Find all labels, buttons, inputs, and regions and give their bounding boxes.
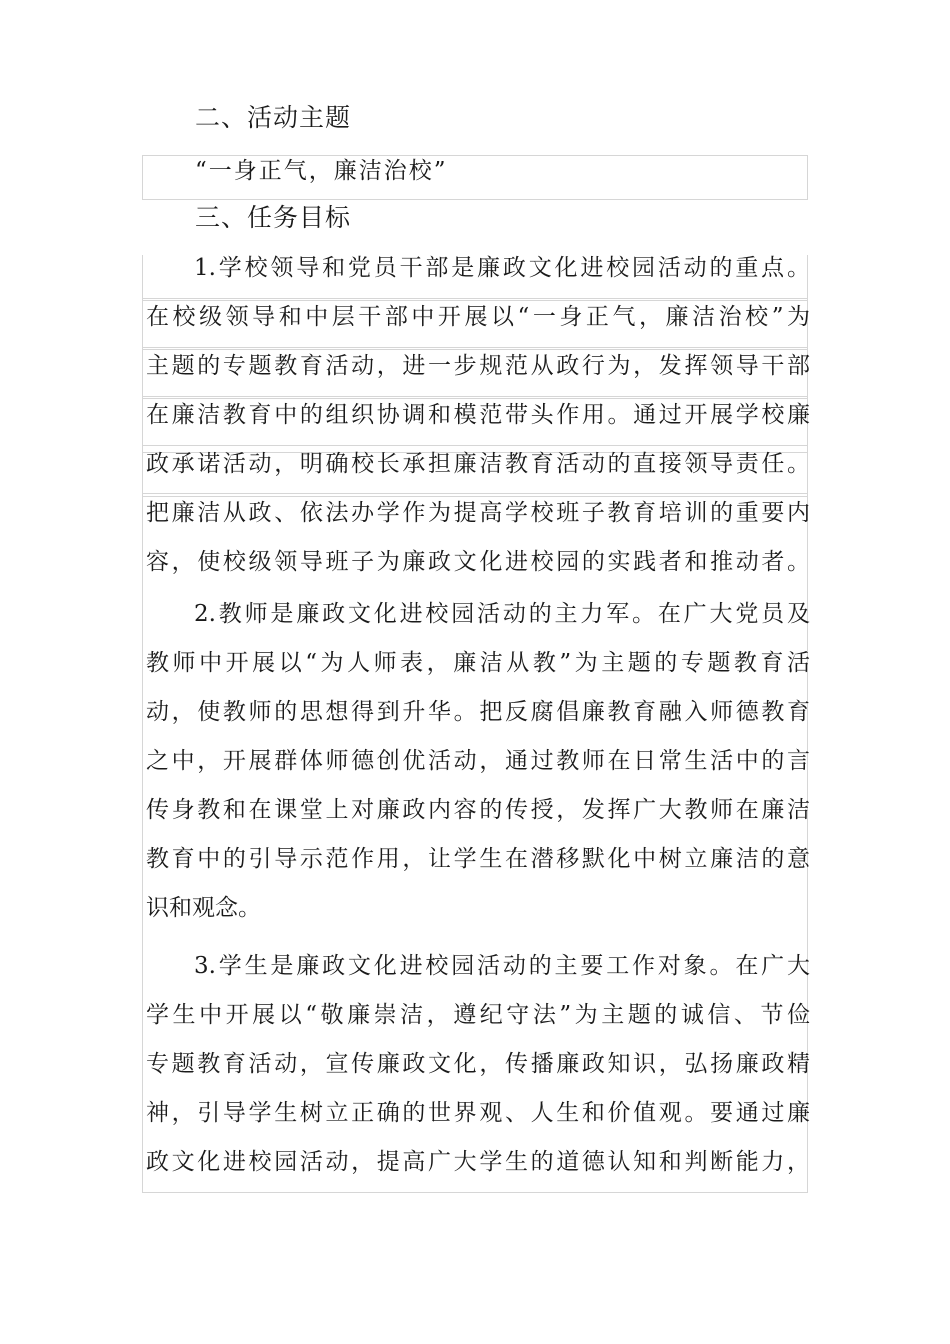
section-heading-activity-theme: 二、活动主题 (195, 103, 352, 132)
paragraph-line: 主题的专题教育活动，进一步规范从政行为，发挥领导干部 (146, 353, 810, 379)
paragraph-line: 传身教和在课堂上对廉政内容的传授，发挥广大教师在廉洁 (146, 797, 810, 823)
paragraph-line: 2.教师是廉政文化进校园活动的主力军。在广大党员及 (194, 601, 810, 627)
paragraph-line: 教师中开展以“为人师表，廉洁从教”为主题的专题教育活 (146, 650, 810, 676)
paragraph-line: 教育中的引导示范作用，让学生在潜移默化中树立廉洁的意 (146, 846, 810, 872)
paragraph-line: 专题教育活动，宣传廉政文化，传播廉政知识，弘扬廉政精 (146, 1051, 810, 1077)
paragraph-1 (146, 244, 810, 587)
paragraph-line: 3.学生是廉政文化进校园活动的主要工作对象。在广大 (194, 953, 810, 979)
paragraph-line: 政文化进校园活动，提高广大学生的道德认知和判断能力， (146, 1149, 810, 1175)
paragraph-line: 1.学校领导和党员干部是廉政文化进校园活动的重点。 (194, 255, 810, 281)
activity-theme-text: “一身正气，廉洁治校” (195, 158, 448, 184)
paragraph-line: 识和观念。 (146, 895, 261, 921)
paragraph-line: 在廉洁教育中的组织协调和模范带头作用。通过开展学校廉 (146, 402, 810, 428)
paragraph-3 (146, 942, 810, 1187)
section-heading-task-goal: 三、任务目标 (195, 203, 352, 232)
paragraph-line: 动，使教师的思想得到升华。把反腐倡廉教育融入师德教育 (146, 699, 810, 725)
paragraph-line: 把廉洁从政、依法办学作为提高学校班子教育培训的重要内 (146, 500, 810, 526)
paragraph-line: 容，使校级领导班子为廉政文化进校园的实践者和推动者。 (146, 549, 810, 575)
paragraph-2 (146, 590, 810, 933)
paragraph-line: 学生中开展以“敬廉崇洁，遵纪守法”为主题的诚信、节俭 (146, 1002, 810, 1028)
paragraph-line: 政承诺活动，明确校长承担廉洁教育活动的直接领导责任。 (146, 451, 810, 477)
paragraph-line: 神，引导学生树立正确的世界观、人生和价值观。要通过廉 (146, 1100, 810, 1126)
paragraph-line: 之中，开展群体师德创优活动，通过教师在日常生活中的言 (146, 748, 810, 774)
paragraph-line: 在校级领导和中层干部中开展以“一身正气，廉洁治校”为 (146, 304, 810, 330)
